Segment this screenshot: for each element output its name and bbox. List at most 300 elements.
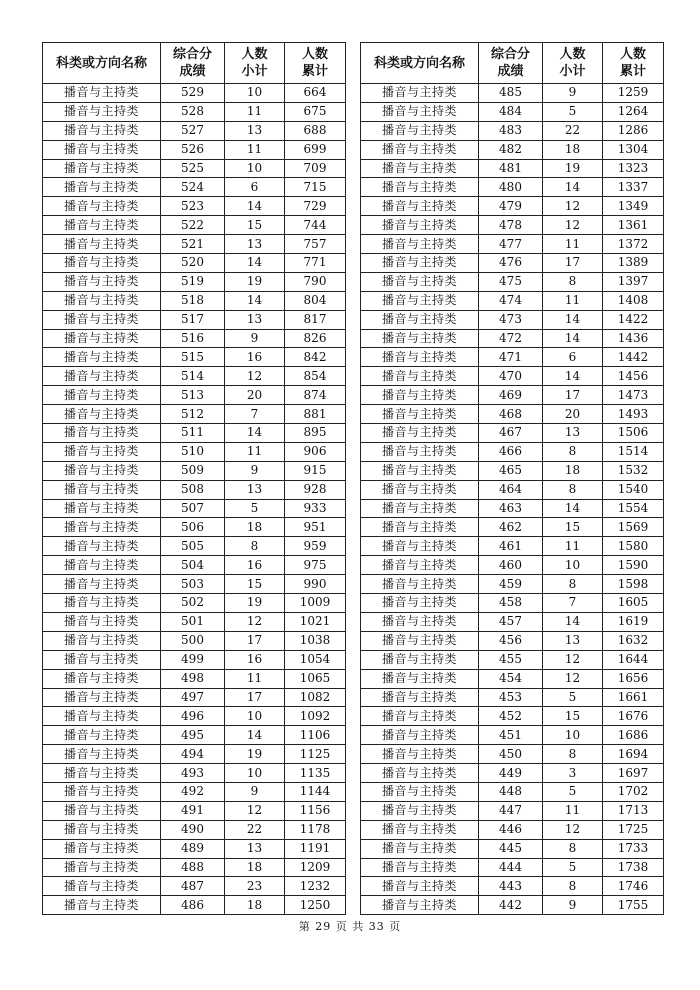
category-cell: 播音与主持类 [361, 575, 479, 594]
score-cell: 445 [479, 839, 543, 858]
category-cell: 播音与主持类 [361, 745, 479, 764]
score-cell: 529 [161, 84, 225, 103]
table-row [43, 442, 346, 461]
table-row [43, 159, 346, 178]
category-cell: 播音与主持类 [361, 669, 479, 688]
category-cell: 播音与主持类 [361, 858, 479, 877]
category-cell: 播音与主持类 [361, 424, 479, 443]
cumulative-cell: 664 [285, 84, 346, 103]
score-cell: 451 [479, 726, 543, 745]
category-cell: 播音与主持类 [43, 726, 161, 745]
category-cell: 播音与主持类 [43, 310, 161, 329]
score-cell: 452 [479, 707, 543, 726]
count-cell: 18 [543, 140, 603, 159]
count-cell: 17 [225, 688, 285, 707]
cumulative-cell: 1178 [285, 820, 346, 839]
cumulative-cell: 1686 [603, 726, 664, 745]
score-cell: 459 [479, 575, 543, 594]
count-cell: 19 [225, 272, 285, 291]
table-row [43, 594, 346, 613]
count-cell: 8 [543, 877, 603, 896]
cumulative-cell: 1021 [285, 612, 346, 631]
cumulative-cell: 1082 [285, 688, 346, 707]
table-row [43, 386, 346, 405]
table-row [43, 801, 346, 820]
count-cell: 8 [543, 745, 603, 764]
score-cell: 480 [479, 178, 543, 197]
score-cell: 443 [479, 877, 543, 896]
category-cell: 播音与主持类 [361, 254, 479, 273]
category-cell: 播音与主持类 [43, 140, 161, 159]
table-row [43, 216, 346, 235]
count-cell: 12 [543, 669, 603, 688]
category-cell: 播音与主持类 [361, 782, 479, 801]
category-cell: 播音与主持类 [361, 499, 479, 518]
header-score: 综合分 成绩 [479, 43, 543, 84]
score-cell: 523 [161, 197, 225, 216]
category-cell: 播音与主持类 [361, 442, 479, 461]
category-cell: 播音与主持类 [43, 235, 161, 254]
category-cell: 播音与主持类 [43, 216, 161, 235]
table-row [43, 272, 346, 291]
score-cell: 474 [479, 291, 543, 310]
count-cell: 18 [225, 896, 285, 915]
score-cell: 495 [161, 726, 225, 745]
score-cell: 457 [479, 612, 543, 631]
cumulative-cell: 1135 [285, 764, 346, 783]
table-row [43, 707, 346, 726]
table-row [361, 499, 664, 518]
count-cell: 10 [225, 159, 285, 178]
score-cell: 512 [161, 405, 225, 424]
category-cell: 播音与主持类 [43, 858, 161, 877]
count-cell: 12 [543, 650, 603, 669]
table-row [361, 216, 664, 235]
count-cell: 12 [225, 801, 285, 820]
category-cell: 播音与主持类 [43, 499, 161, 518]
score-cell: 446 [479, 820, 543, 839]
count-cell: 17 [225, 631, 285, 650]
count-cell: 12 [543, 820, 603, 839]
category-cell: 播音与主持类 [43, 480, 161, 499]
count-cell: 10 [225, 84, 285, 103]
category-cell: 播音与主持类 [361, 461, 479, 480]
cumulative-cell: 1361 [603, 216, 664, 235]
category-cell: 播音与主持类 [361, 556, 479, 575]
cumulative-cell: 1540 [603, 480, 664, 499]
score-cell: 462 [479, 518, 543, 537]
category-cell: 播音与主持类 [43, 197, 161, 216]
count-cell: 12 [543, 197, 603, 216]
score-cell: 500 [161, 631, 225, 650]
count-cell: 19 [225, 745, 285, 764]
cumulative-cell: 1713 [603, 801, 664, 820]
cumulative-cell: 1605 [603, 594, 664, 613]
table-row [361, 442, 664, 461]
cumulative-cell: 1506 [603, 424, 664, 443]
cumulative-cell: 1232 [285, 877, 346, 896]
table-row [43, 556, 346, 575]
category-cell: 播音与主持类 [43, 650, 161, 669]
table-row [43, 764, 346, 783]
table-row [43, 367, 346, 386]
table-row [361, 537, 664, 556]
score-cell: 486 [161, 896, 225, 915]
count-cell: 17 [543, 254, 603, 273]
count-cell: 8 [543, 839, 603, 858]
cumulative-cell: 1372 [603, 235, 664, 254]
category-cell: 播音与主持类 [361, 216, 479, 235]
score-cell: 447 [479, 801, 543, 820]
score-cell: 442 [479, 896, 543, 915]
table-row [361, 764, 664, 783]
category-cell: 播音与主持类 [361, 291, 479, 310]
table-row [361, 612, 664, 631]
category-cell: 播音与主持类 [361, 631, 479, 650]
category-cell: 播音与主持类 [361, 480, 479, 499]
score-cell: 458 [479, 594, 543, 613]
score-cell: 464 [479, 480, 543, 499]
count-cell: 11 [225, 140, 285, 159]
count-cell: 10 [225, 764, 285, 783]
cumulative-cell: 990 [285, 575, 346, 594]
table-row [361, 102, 664, 121]
score-cell: 527 [161, 121, 225, 140]
count-cell: 11 [543, 537, 603, 556]
cumulative-cell: 804 [285, 291, 346, 310]
cumulative-cell: 1144 [285, 782, 346, 801]
score-cell: 490 [161, 820, 225, 839]
count-cell: 10 [543, 556, 603, 575]
cumulative-cell: 699 [285, 140, 346, 159]
category-cell: 播音与主持类 [43, 102, 161, 121]
category-cell: 播音与主持类 [43, 121, 161, 140]
score-cell: 484 [479, 102, 543, 121]
score-cell: 479 [479, 197, 543, 216]
table-row [43, 235, 346, 254]
category-cell: 播音与主持类 [361, 159, 479, 178]
table-row [361, 726, 664, 745]
count-cell: 14 [543, 329, 603, 348]
cumulative-cell: 744 [285, 216, 346, 235]
score-cell: 504 [161, 556, 225, 575]
table-body-left [43, 84, 346, 915]
table-row [361, 594, 664, 613]
table-row [43, 877, 346, 896]
cumulative-cell: 771 [285, 254, 346, 273]
table-row [361, 254, 664, 273]
count-cell: 17 [543, 386, 603, 405]
category-cell: 播音与主持类 [361, 329, 479, 348]
category-cell: 播音与主持类 [361, 348, 479, 367]
score-cell: 519 [161, 272, 225, 291]
category-cell: 播音与主持类 [361, 612, 479, 631]
count-cell: 14 [543, 612, 603, 631]
category-cell: 播音与主持类 [361, 537, 479, 556]
score-cell: 477 [479, 235, 543, 254]
cumulative-cell: 975 [285, 556, 346, 575]
category-cell: 播音与主持类 [43, 178, 161, 197]
cumulative-cell: 1408 [603, 291, 664, 310]
category-cell: 播音与主持类 [361, 310, 479, 329]
table-row [43, 858, 346, 877]
score-cell: 513 [161, 386, 225, 405]
count-cell: 15 [225, 575, 285, 594]
cumulative-cell: 881 [285, 405, 346, 424]
table-row [43, 291, 346, 310]
score-cell: 494 [161, 745, 225, 764]
count-cell: 12 [225, 612, 285, 631]
header-row [43, 43, 346, 84]
category-cell: 播音与主持类 [361, 197, 479, 216]
cumulative-cell: 1733 [603, 839, 664, 858]
count-cell: 7 [543, 594, 603, 613]
cumulative-cell: 1422 [603, 310, 664, 329]
category-cell: 播音与主持类 [43, 839, 161, 858]
table-row [361, 348, 664, 367]
cumulative-cell: 688 [285, 121, 346, 140]
score-cell: 450 [479, 745, 543, 764]
score-cell: 453 [479, 688, 543, 707]
cumulative-cell: 854 [285, 367, 346, 386]
score-cell: 466 [479, 442, 543, 461]
table-row [43, 424, 346, 443]
count-cell: 14 [543, 310, 603, 329]
category-cell: 播音与主持类 [361, 764, 479, 783]
category-cell: 播音与主持类 [43, 612, 161, 631]
count-cell: 9 [543, 896, 603, 915]
cumulative-cell: 951 [285, 518, 346, 537]
table-row [361, 707, 664, 726]
category-cell: 播音与主持类 [43, 442, 161, 461]
cumulative-cell: 1554 [603, 499, 664, 518]
count-cell: 11 [543, 235, 603, 254]
table-row [43, 537, 346, 556]
cumulative-cell: 1632 [603, 631, 664, 650]
category-cell: 播音与主持类 [361, 367, 479, 386]
cumulative-cell: 1569 [603, 518, 664, 537]
count-cell: 5 [225, 499, 285, 518]
cumulative-cell: 1092 [285, 707, 346, 726]
cumulative-cell: 1598 [603, 575, 664, 594]
count-cell: 11 [543, 801, 603, 820]
score-cell: 487 [161, 877, 225, 896]
score-cell: 449 [479, 764, 543, 783]
count-cell: 5 [543, 688, 603, 707]
cumulative-cell: 715 [285, 178, 346, 197]
category-cell: 播音与主持类 [43, 631, 161, 650]
score-cell: 515 [161, 348, 225, 367]
count-cell: 13 [225, 235, 285, 254]
table-row [361, 329, 664, 348]
count-cell: 13 [225, 480, 285, 499]
count-cell: 8 [543, 480, 603, 499]
score-cell: 478 [479, 216, 543, 235]
count-cell: 13 [225, 839, 285, 858]
table-row [43, 499, 346, 518]
header-score: 综合分 成绩 [161, 43, 225, 84]
category-cell: 播音与主持类 [361, 650, 479, 669]
table-row [43, 669, 346, 688]
score-cell: 444 [479, 858, 543, 877]
score-cell: 468 [479, 405, 543, 424]
score-cell: 456 [479, 631, 543, 650]
table-row [361, 159, 664, 178]
category-cell: 播音与主持类 [361, 84, 479, 103]
cumulative-cell: 817 [285, 310, 346, 329]
table-row [43, 329, 346, 348]
count-cell: 5 [543, 102, 603, 121]
score-cell: 524 [161, 178, 225, 197]
table-row [361, 310, 664, 329]
table-row [361, 272, 664, 291]
category-cell: 播音与主持类 [43, 896, 161, 915]
score-cell: 509 [161, 461, 225, 480]
table-row [361, 896, 664, 915]
cumulative-cell: 1514 [603, 442, 664, 461]
table-row [43, 896, 346, 915]
header-cumulative: 人数 累计 [603, 43, 664, 84]
score-cell: 476 [479, 254, 543, 273]
cumulative-cell: 1389 [603, 254, 664, 273]
table-row [43, 518, 346, 537]
category-cell: 播音与主持类 [43, 254, 161, 273]
score-cell: 516 [161, 329, 225, 348]
count-cell: 3 [543, 764, 603, 783]
count-cell: 12 [225, 367, 285, 386]
score-cell: 481 [479, 159, 543, 178]
score-cell: 467 [479, 424, 543, 443]
table-row [361, 235, 664, 254]
count-cell: 6 [543, 348, 603, 367]
category-cell: 播音与主持类 [43, 764, 161, 783]
table-row [361, 688, 664, 707]
table-row [43, 84, 346, 103]
score-cell: 498 [161, 669, 225, 688]
count-cell: 16 [225, 650, 285, 669]
cumulative-cell: 675 [285, 102, 346, 121]
score-cell: 461 [479, 537, 543, 556]
score-cell: 508 [161, 480, 225, 499]
cumulative-cell: 1619 [603, 612, 664, 631]
table-row [361, 367, 664, 386]
cumulative-cell: 1580 [603, 537, 664, 556]
count-cell: 5 [543, 782, 603, 801]
table-row [43, 631, 346, 650]
cumulative-cell: 1323 [603, 159, 664, 178]
count-cell: 13 [543, 424, 603, 443]
count-cell: 18 [225, 858, 285, 877]
table-row [43, 782, 346, 801]
cumulative-cell: 1125 [285, 745, 346, 764]
count-cell: 9 [225, 782, 285, 801]
cumulative-cell: 842 [285, 348, 346, 367]
count-cell: 15 [543, 518, 603, 537]
category-cell: 播音与主持类 [43, 707, 161, 726]
table-row [361, 745, 664, 764]
table-row [361, 480, 664, 499]
score-cell: 528 [161, 102, 225, 121]
table-row [361, 839, 664, 858]
category-cell: 播音与主持类 [361, 102, 479, 121]
score-cell: 491 [161, 801, 225, 820]
score-cell: 526 [161, 140, 225, 159]
count-cell: 23 [225, 877, 285, 896]
score-cell: 505 [161, 537, 225, 556]
score-cell: 525 [161, 159, 225, 178]
table-row [361, 386, 664, 405]
table-row [361, 140, 664, 159]
score-cell: 506 [161, 518, 225, 537]
cumulative-cell: 790 [285, 272, 346, 291]
category-cell: 播音与主持类 [43, 801, 161, 820]
count-cell: 11 [543, 291, 603, 310]
cumulative-cell: 757 [285, 235, 346, 254]
count-cell: 8 [543, 575, 603, 594]
score-cell: 502 [161, 594, 225, 613]
table-row [361, 650, 664, 669]
score-cell: 522 [161, 216, 225, 235]
category-cell: 播音与主持类 [361, 121, 479, 140]
cumulative-cell: 1702 [603, 782, 664, 801]
category-cell: 播音与主持类 [43, 291, 161, 310]
cumulative-cell: 1337 [603, 178, 664, 197]
count-cell: 19 [225, 594, 285, 613]
table-row [361, 121, 664, 140]
count-cell: 9 [225, 461, 285, 480]
count-cell: 10 [543, 726, 603, 745]
score-cell: 471 [479, 348, 543, 367]
score-cell: 507 [161, 499, 225, 518]
score-cell: 497 [161, 688, 225, 707]
category-cell: 播音与主持类 [43, 745, 161, 764]
table-row [43, 121, 346, 140]
category-cell: 播音与主持类 [361, 386, 479, 405]
count-cell: 13 [543, 631, 603, 650]
count-cell: 9 [543, 84, 603, 103]
table-row [43, 461, 346, 480]
table-row [43, 405, 346, 424]
score-cell: 496 [161, 707, 225, 726]
cumulative-cell: 1156 [285, 801, 346, 820]
category-cell: 播音与主持类 [43, 461, 161, 480]
category-cell: 播音与主持类 [43, 688, 161, 707]
table-row [43, 254, 346, 273]
cumulative-cell: 1656 [603, 669, 664, 688]
count-cell: 14 [543, 499, 603, 518]
category-cell: 播音与主持类 [43, 84, 161, 103]
cumulative-cell: 1644 [603, 650, 664, 669]
category-cell: 播音与主持类 [361, 272, 479, 291]
score-cell: 493 [161, 764, 225, 783]
header-category: 科类或方向名称 [361, 43, 479, 84]
score-cell: 520 [161, 254, 225, 273]
category-cell: 播音与主持类 [43, 556, 161, 575]
table-row [361, 424, 664, 443]
cumulative-cell: 1397 [603, 272, 664, 291]
table-row [43, 480, 346, 499]
score-cell: 510 [161, 442, 225, 461]
score-cell: 517 [161, 310, 225, 329]
category-cell: 播音与主持类 [43, 782, 161, 801]
table-row [43, 102, 346, 121]
table-row [361, 518, 664, 537]
score-cell: 518 [161, 291, 225, 310]
cumulative-cell: 959 [285, 537, 346, 556]
header-category: 科类或方向名称 [43, 43, 161, 84]
table-row [43, 745, 346, 764]
table-row [361, 556, 664, 575]
